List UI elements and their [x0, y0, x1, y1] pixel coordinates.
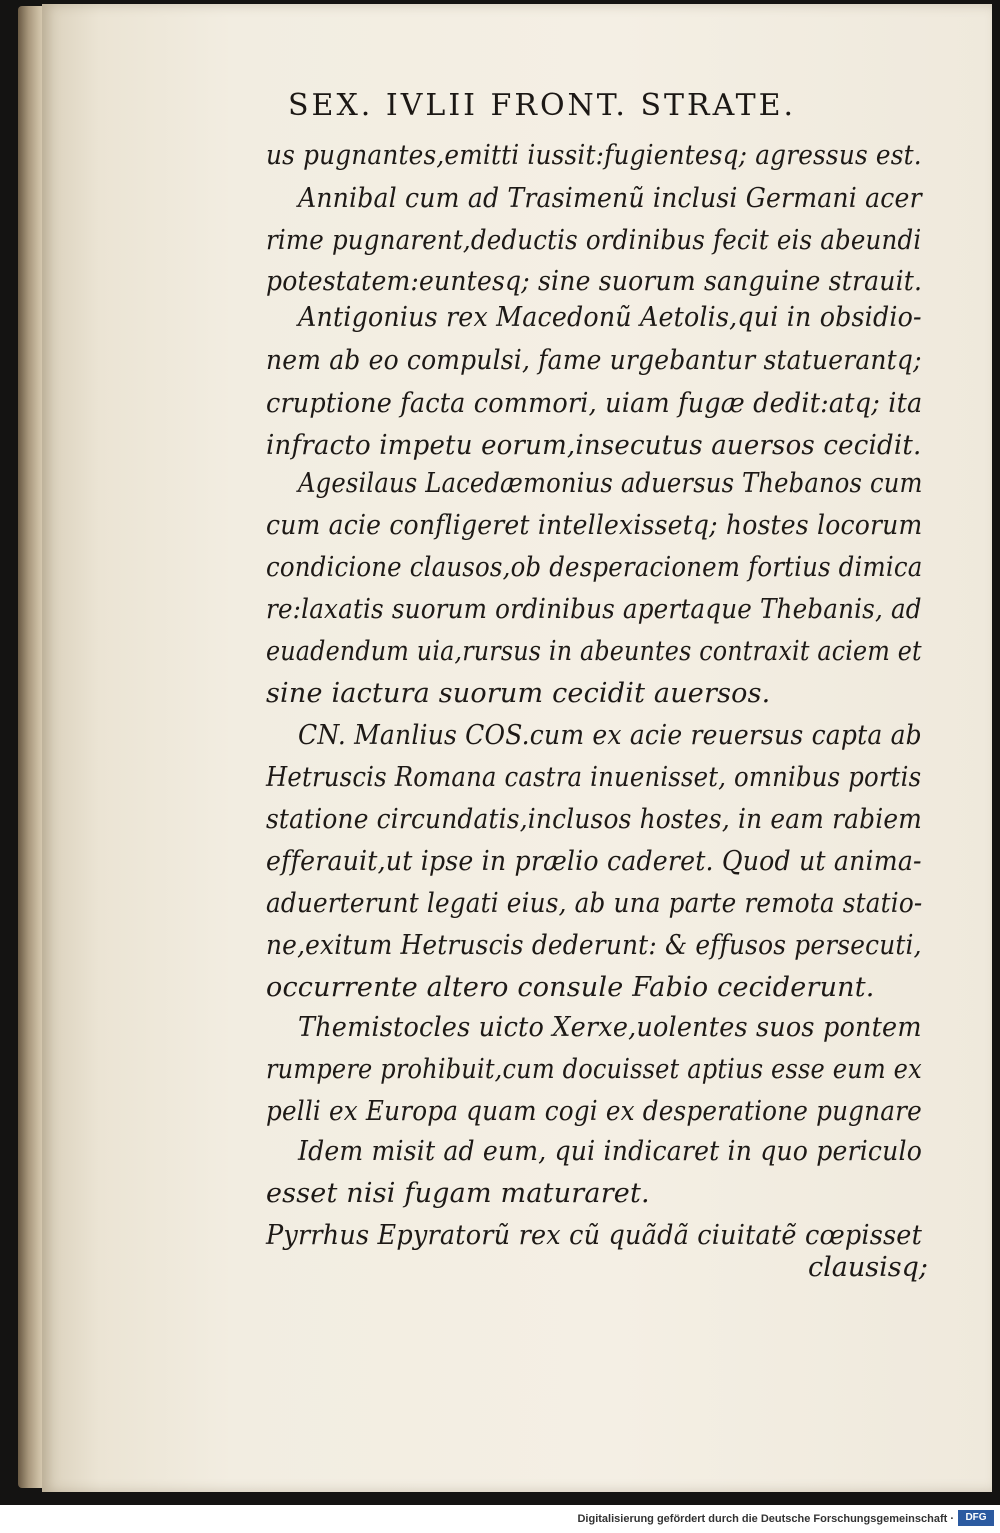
text-line: Agesilaus Lacedæmonius aduersus Thebanos cum: [298, 468, 923, 499]
text-line: Themistocles uicto Xerxe,uolentes suos pontem: [298, 1012, 922, 1043]
text-line: condicione clausos,ob desperacionem fortius dimica: [266, 552, 923, 583]
text-line: statione circundatis,inclusos hostes, in eam rabiem: [266, 804, 922, 835]
text-line: us pugnantes,emitti iussit:fugientesq; agressus est.: [266, 140, 922, 171]
text-line: infracto impetu eorum,insecutus auersos cecidit.: [266, 430, 922, 461]
text-line: Antigonius rex Macedonũ Aetolis,qui in obsidio-: [298, 302, 922, 333]
text-line: Hetruscis Romana castra inuenisset, omnibus portis: [266, 762, 922, 793]
text-line: cruptione facta commori, uiam fugæ dedit:atq; ita: [266, 388, 923, 419]
dfg-logo: DFG: [958, 1510, 994, 1526]
text-line: rime pugnarent,deductis ordinibus fecit eis abeundi: [266, 225, 922, 256]
footer-credit: Digitalisierung gefördert durch die Deutsche Forschungsgemeinschaft ·: [577, 1513, 954, 1525]
text-line: CN. Manlius COS.cum ex acie reuersus capta ab: [298, 720, 922, 751]
text-line: sine iactura suorum cecidit auersos.: [266, 678, 771, 709]
text-line: Idem misit ad eum, qui indicaret in quo periculo: [298, 1136, 922, 1167]
text-line: re:laxatis suorum ordinibus apertaque Thebanis, ad: [266, 594, 922, 625]
text-line: efferauit,ut ipse in prælio caderet. Quod ut anima-: [266, 846, 922, 877]
text-line: potestatem:euntesq; sine suorum sanguine strauit.: [266, 266, 923, 297]
text-line: rumpere prohibuit,cum docuisset aptius esse eum ex: [266, 1054, 922, 1085]
text-line: cum acie confligeret intellexissetq; hostes locorum: [266, 510, 923, 541]
text-line: Annibal cum ad Trasimenũ inclusi Germani acer: [298, 183, 922, 214]
text-line: ne,exitum Hetruscis dederunt: & effusos persecuti,: [266, 930, 922, 961]
text-line: euadendum uia,rursus in abeuntes contraxit aciem et: [266, 636, 922, 667]
text-line: nem ab eo compulsi, fame urgebantur statuerantq;: [266, 345, 922, 376]
text-line: esset nisi fugam maturaret.: [266, 1178, 650, 1209]
text-line: Pyrrhus Epyratorũ rex cũ quãdã ciuitatẽ cœpisset: [266, 1220, 923, 1251]
text-line: aduerterunt legati eius, ab una parte remota statio-: [266, 888, 923, 919]
running-header: SEX. IVLII FRONT. STRATE.: [288, 88, 797, 123]
text-line: pelli ex Europa quam cogi ex desperatione pugnare: [266, 1096, 922, 1127]
text-line: occurrente altero consule Fabio ceciderunt.: [266, 972, 875, 1003]
catchword: clausisq;: [808, 1252, 928, 1283]
